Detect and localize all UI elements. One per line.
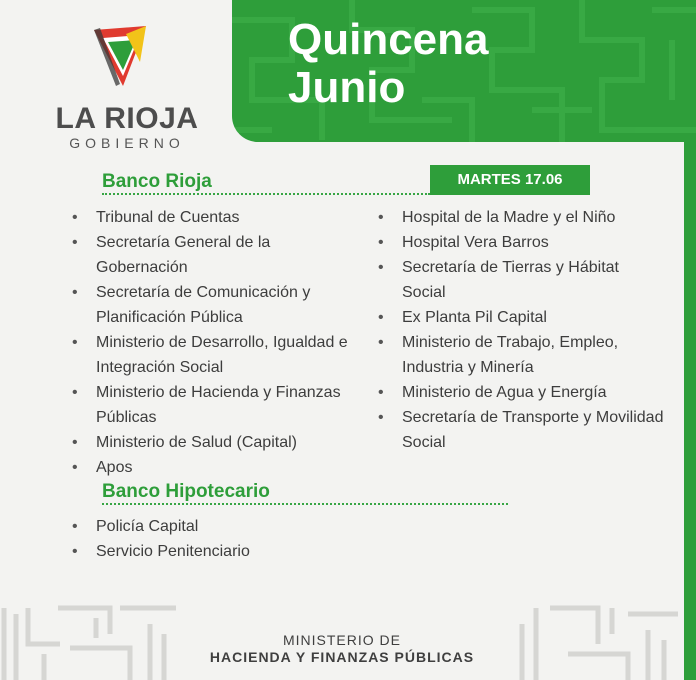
list-item xyxy=(70,539,370,564)
list-item-text: Ministerio de Agua y Energía xyxy=(402,384,607,401)
list-item-text: Planificación Pública xyxy=(96,309,243,326)
list-item-text: Apos xyxy=(96,459,133,476)
list-item-text: Ex Planta Pil Capital xyxy=(402,309,547,326)
list-item xyxy=(70,380,370,430)
list-item-text: Gobernación xyxy=(96,259,188,276)
title-line-1: Quincena xyxy=(288,15,489,64)
list-item-text: Integración Social xyxy=(96,359,224,376)
list-item-text: Secretaría de Comunicación y xyxy=(96,284,311,301)
list-item xyxy=(376,330,676,380)
list-item xyxy=(376,305,676,330)
banco-rioja-list-right xyxy=(376,205,676,455)
page-title xyxy=(288,16,489,112)
title-line-2: Junio xyxy=(288,63,406,112)
banco-rioja-divider xyxy=(102,193,430,195)
banco-hipotecario-heading: Banco Hipotecario xyxy=(102,481,270,502)
list-item-text: Ministerio de Trabajo, Empleo, xyxy=(402,334,619,351)
banco-hipotecario-list xyxy=(70,514,370,564)
date-badge: MARTES 17.06 xyxy=(430,165,590,195)
list-item xyxy=(70,205,370,230)
logo-subtitle: GOBIERNO xyxy=(69,135,185,151)
list-item xyxy=(70,514,370,539)
banco-rioja-list-left xyxy=(70,205,370,480)
banco-rioja-heading: Banco Rioja xyxy=(102,171,212,192)
list-item-text: Ministerio de Salud (Capital) xyxy=(96,434,297,451)
ministry-signature xyxy=(192,632,492,666)
list-item xyxy=(70,230,370,280)
list-item-text: Secretaría General de la xyxy=(96,234,271,251)
list-item xyxy=(376,230,676,255)
header-banner xyxy=(232,0,696,142)
list-item-text: Hospital Vera Barros xyxy=(402,234,549,251)
list-item xyxy=(376,380,676,405)
logo-title: LA RIOJA xyxy=(55,102,199,135)
banco-hipotecario-divider xyxy=(102,503,508,505)
list-item-text: Secretaría de Tierras y Hábitat xyxy=(402,259,619,276)
list-item-text: Servicio Penitenciario xyxy=(96,543,250,560)
list-item xyxy=(70,280,370,330)
list-item xyxy=(376,255,676,305)
ministry-line-1: MINISTERIO DE xyxy=(282,632,401,648)
la-rioja-logo xyxy=(52,20,202,151)
list-item xyxy=(70,330,370,380)
footer-pattern-left xyxy=(0,604,180,680)
list-item-text: Ministerio de Hacienda y Finanzas xyxy=(96,384,341,401)
list-item xyxy=(70,455,370,480)
list-item-text: Hospital de la Madre y el Niño xyxy=(402,209,616,226)
list-item-text: Públicas xyxy=(96,409,157,426)
list-item xyxy=(70,430,370,455)
la-rioja-emblem-icon xyxy=(90,24,152,92)
footer-pattern-right xyxy=(518,604,684,680)
list-item-text: Industria y Minería xyxy=(402,359,534,376)
list-item xyxy=(376,405,676,455)
list-item-text: Policía Capital xyxy=(96,518,199,535)
list-item-text: Ministerio de Desarrollo, Igualdad e xyxy=(96,334,348,351)
list-item xyxy=(376,205,676,230)
list-item-text: Secretaría de Transporte y Movilidad xyxy=(402,409,664,426)
list-item-text: Tribunal de Cuentas xyxy=(96,209,240,226)
list-item-text: Social xyxy=(402,284,446,301)
list-item-text: Social xyxy=(402,434,446,451)
ministry-line-2: HACIENDA Y FINANZAS PÚBLICAS xyxy=(209,649,475,665)
right-accent-bar xyxy=(684,142,696,680)
